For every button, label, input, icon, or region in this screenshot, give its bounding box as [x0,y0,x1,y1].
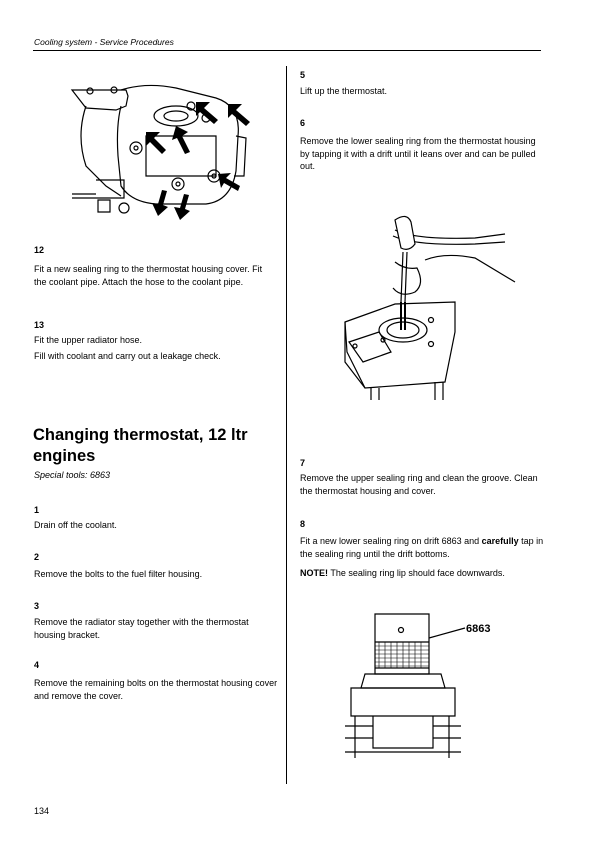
running-header: Cooling system - Service Procedures [34,37,174,47]
page-number: 134 [34,806,50,816]
step-8-note [300,567,545,580]
tool-number-label: 6863 [466,623,491,635]
thermostat-housing-figure [66,76,266,226]
step-3-text: Remove the radiator stay together with the thermostat housing bracket. [34,617,249,640]
section-title-line-2: engines [33,447,96,465]
note-text: The sealing ring lip should face downwards. [328,568,505,578]
step-13-text-2: Fill with coolant and carry out a leakage check. [34,351,221,361]
step-4-text: Remove the remaining bolts on the thermostat housing cover and remove the cover. [34,678,278,701]
step-12-text: Fit a new sealing ring to the thermostat housing cover. Fit the coolant pipe. Attach the hose to the coolant pipe. [34,264,263,287]
step-12-number: 12 [34,245,45,255]
step-13-text-1: Fit the upper radiator hose. [34,335,143,345]
step-6-text: Remove the lower sealing ring from the thermostat housing by tapping it with a drift until it leans over and can be pulled out. [300,136,536,171]
step-3-number: 3 [34,601,40,611]
step-7-number: 7 [300,458,306,468]
note-label: NOTE! [300,568,328,578]
drift-removal-figure [335,212,545,402]
step-5-number: 5 [300,70,306,80]
step-5-text: Lift up the thermostat. [300,86,388,96]
special-tools: Special tools: 6863 [34,470,111,480]
step-8-text [300,535,545,560]
section-title [33,425,283,467]
step-1-text: Drain off the coolant. [34,520,117,530]
header-rule [33,50,541,51]
step-2-text: Remove the bolts to the fuel filter housing. [34,569,203,579]
step-8-text-bold: carefully [481,536,519,546]
step-6-number: 6 [300,118,306,128]
step-2-number: 2 [34,552,40,562]
step-4-number: 4 [34,660,40,670]
column-divider [286,66,287,784]
step-8-number: 8 [300,519,306,529]
section-title-line-1: Changing thermostat, 12 ltr [33,426,248,444]
step-8-text-pre: Fit a new lower sealing ring on drift 6863 and [300,536,482,546]
step-7-text: Remove the upper sealing ring and clean the groove. Clean the thermostat housing and cover. [300,473,538,496]
step-1-number: 1 [34,505,40,515]
step-13-number: 13 [34,320,45,330]
step-8-text-post: tap in the sealing ring until the drift bottoms. [300,536,544,559]
